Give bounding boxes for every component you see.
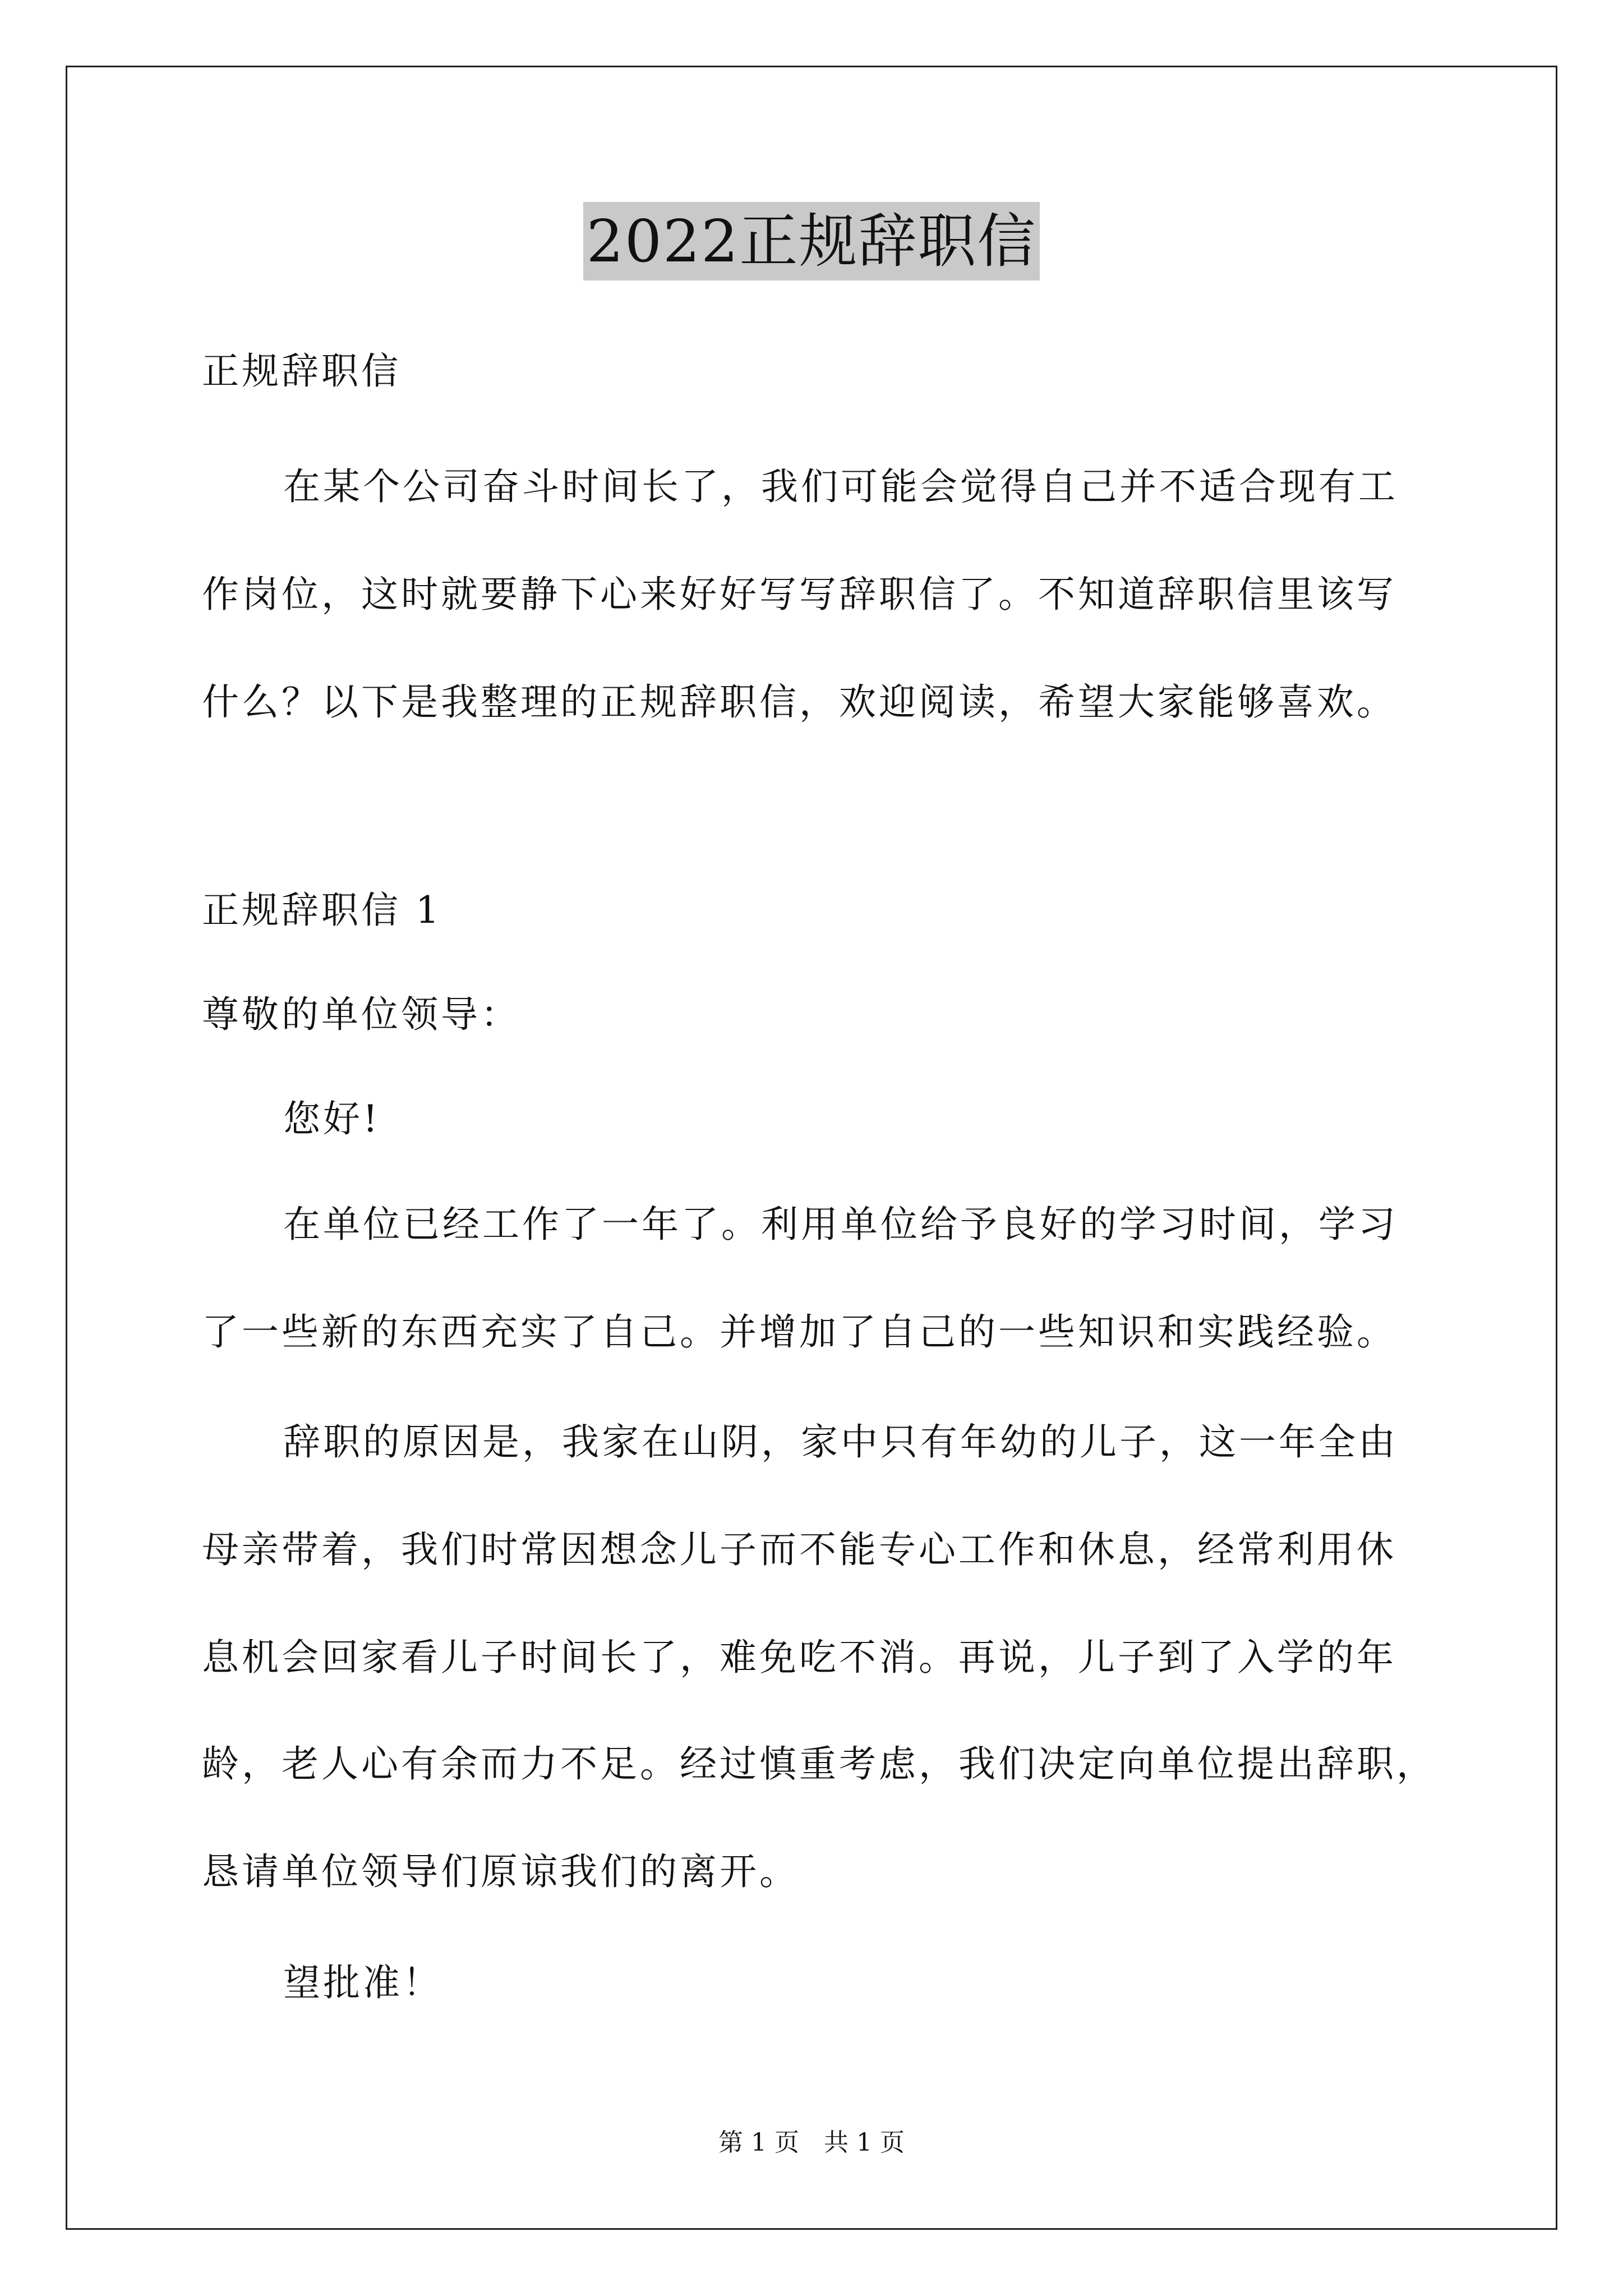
page-number-footer: 第 1 页 共 1 页 xyxy=(718,2128,905,2157)
document-title: 2022正规辞职信 xyxy=(583,202,1040,280)
salutation: 尊敬的单位领导： xyxy=(202,993,520,1036)
intro-line-2: 作岗位，这时就要静下心来好好写写辞职信了。不知道辞职信里该写 xyxy=(202,573,1396,616)
intro-line-3: 什么？以下是我整理的正规辞职信，欢迎阅读，希望大家能够喜欢。 xyxy=(202,680,1396,724)
para2-line-3: 息机会回家看儿子时间长了，难免吃不消。再说，儿子到了入学的年 xyxy=(202,1636,1396,1679)
title-container xyxy=(0,202,1623,280)
para1-line-2: 了一些新的东西充实了自己。并增加了自己的一些知识和实践经验。 xyxy=(202,1310,1396,1354)
closing: 望批准！ xyxy=(283,1961,442,2004)
para2-line-2: 母亲带着，我们时常因想念儿子而不能专心工作和休息，经常利用休 xyxy=(202,1528,1396,1571)
para2-line-1: 辞职的原因是，我家在山阴，家中只有年幼的儿子，这一年全由 xyxy=(283,1420,1398,1464)
intro-line-1: 在某个公司奋斗时间长了，我们可能会觉得自己并不适合现有工 xyxy=(283,465,1398,508)
para1-line-1: 在单位已经工作了一年了。利用单位给予良好的学习时间，学习 xyxy=(283,1203,1398,1246)
para2-line-5: 恳请单位领导们原谅我们的离开。 xyxy=(202,1850,799,1893)
greeting: 您好! xyxy=(283,1097,381,1140)
para2-line-4: 龄，老人心有余而力不足。经过慎重考虑，我们决定向单位提出辞职， xyxy=(202,1742,1436,1786)
letter-heading: 正规辞职信 1 xyxy=(202,889,442,932)
section-heading: 正规辞职信 xyxy=(202,349,401,393)
